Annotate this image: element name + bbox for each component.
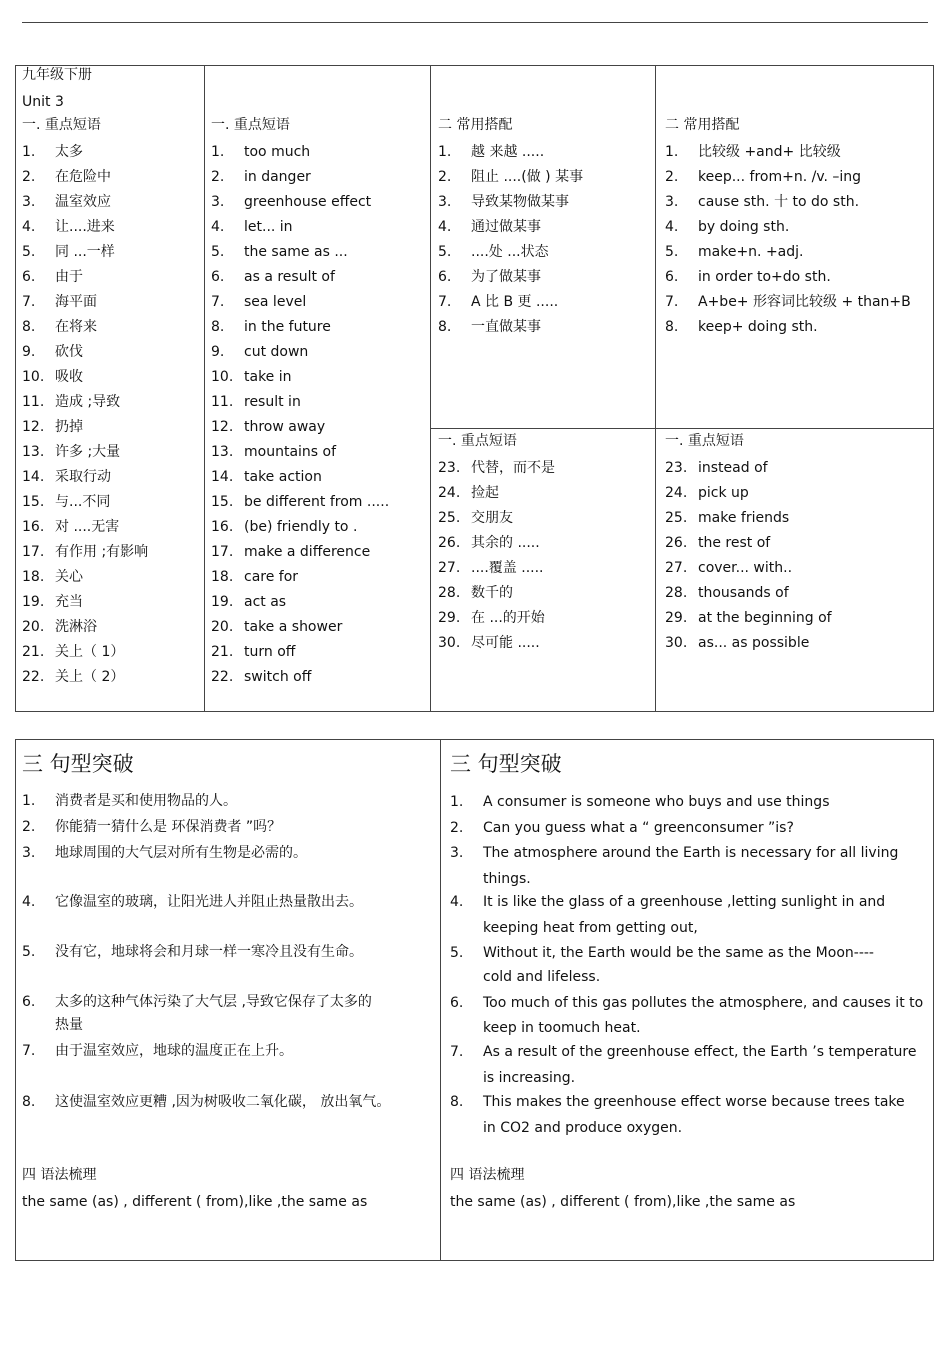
item-text: 在 ...的开始 xyxy=(471,610,545,626)
item-number: 6. xyxy=(211,269,225,285)
item-text: ....覆盖 ..... xyxy=(471,560,544,576)
item-number: 12. xyxy=(211,419,234,435)
item-number: 29. xyxy=(438,610,461,626)
item-text: 扔掉 xyxy=(55,419,83,435)
item-text: 充当 xyxy=(55,594,83,610)
item-text: 在将来 xyxy=(55,319,97,335)
item-text: The atmosphere around the Earth is necessary for all living xyxy=(483,845,899,861)
item-number: 2. xyxy=(450,820,464,836)
item-text: 消费者是买和使用物品的人。 xyxy=(55,793,237,809)
item-number: 4. xyxy=(665,219,679,235)
item-number: 25. xyxy=(438,510,461,526)
item-text: things. xyxy=(483,871,531,887)
item-text: 与...不同 xyxy=(55,494,111,510)
grammar-heading: 四 语法梳理 xyxy=(450,1167,525,1183)
item-number: 6. xyxy=(22,994,36,1010)
item-text: turn off xyxy=(244,644,296,660)
item-number: 19. xyxy=(22,594,45,610)
item-text: 没有它，地球将会和月球一样一寒冷且没有生命。 xyxy=(55,944,363,960)
item-text: switch off xyxy=(244,669,312,685)
item-text: Without it, the Earth would be the same as the Moon---- xyxy=(483,945,874,961)
item-number: 6. xyxy=(450,995,464,1011)
item-text: keeping heat from getting out, xyxy=(483,920,698,936)
item-text: As a result of the greenhouse effect, the Earth ’s temperature xyxy=(483,1044,917,1060)
item-number: 2. xyxy=(22,169,36,185)
item-text: 同 ...一样 xyxy=(55,244,115,260)
item-number: 28. xyxy=(438,585,461,601)
item-number: 5. xyxy=(211,244,225,260)
section-heading: 三 句型突破 xyxy=(22,752,134,776)
unit-title: Unit 3 xyxy=(22,94,64,110)
item-text: 海平面 xyxy=(55,294,97,310)
item-number: 1. xyxy=(450,794,464,810)
item-number: 23. xyxy=(665,460,688,476)
item-text: the same as ... xyxy=(244,244,348,260)
item-text: cause sth. 十 to do sth. xyxy=(698,194,860,210)
item-number: 21. xyxy=(211,644,234,660)
top-rule xyxy=(22,22,928,23)
item-text: 有作用 ;有影响 xyxy=(55,544,149,560)
item-text: is increasing. xyxy=(483,1070,576,1086)
item-text: 阻止 ....(做 ) 某事 xyxy=(471,169,584,185)
item-text: at the beginning of xyxy=(698,610,832,626)
item-number: 2. xyxy=(211,169,225,185)
item-number: 13. xyxy=(22,444,45,460)
table-divider xyxy=(655,65,656,712)
item-number: 28. xyxy=(665,585,688,601)
item-number: 1. xyxy=(211,144,225,160)
item-text: in CO2 and produce oxygen. xyxy=(483,1120,683,1136)
item-text: by doing sth. xyxy=(698,219,790,235)
grammar-text: the same (as) , different ( from),like ,the same as xyxy=(450,1194,796,1210)
item-text: 由于 xyxy=(55,269,83,285)
item-text: make friends xyxy=(698,510,790,526)
item-number: 7. xyxy=(450,1044,464,1060)
item-number: 8. xyxy=(22,1094,36,1110)
item-text: result in xyxy=(244,394,301,410)
item-number: 15. xyxy=(22,494,45,510)
item-number: 24. xyxy=(438,485,461,501)
item-number: 18. xyxy=(22,569,45,585)
item-number: 1. xyxy=(438,144,452,160)
item-text: keep in toomuch heat. xyxy=(483,1020,641,1036)
item-text: 地球周围的大气层对所有生物是必需的。 xyxy=(55,845,307,861)
item-text: 它像温室的玻璃，让阳光进人并阻止热量散出去。 xyxy=(55,894,363,910)
table-divider xyxy=(430,428,934,429)
item-number: 7. xyxy=(211,294,225,310)
section-heading: 一. 重点短语 xyxy=(665,433,744,449)
item-number: 3. xyxy=(450,845,464,861)
item-text: as a result of xyxy=(244,269,335,285)
item-number: 4. xyxy=(22,219,36,235)
item-text: make a difference xyxy=(244,544,371,560)
item-number: 7. xyxy=(22,1043,36,1059)
item-number: 16. xyxy=(22,519,45,535)
section-heading: 三 句型突破 xyxy=(450,752,562,776)
item-number: 6. xyxy=(665,269,679,285)
item-text: 关上（ 2） xyxy=(55,669,125,685)
item-number: 18. xyxy=(211,569,234,585)
section-heading: 一. 重点短语 xyxy=(211,117,290,133)
item-text: cold and lifeless. xyxy=(483,969,601,985)
item-text: greenhouse effect xyxy=(244,194,372,210)
item-text: thousands of xyxy=(698,585,789,601)
item-number: 27. xyxy=(438,560,461,576)
item-text: 由于温室效应，地球的温度正在上升。 xyxy=(55,1043,293,1059)
item-text: care for xyxy=(244,569,299,585)
item-number: 5. xyxy=(450,945,464,961)
item-text: make+n. +adj. xyxy=(698,244,804,260)
item-number: 4. xyxy=(22,894,36,910)
item-number: 3. xyxy=(438,194,452,210)
item-text: 关心 xyxy=(55,569,83,585)
item-number: 3. xyxy=(665,194,679,210)
item-text: act as xyxy=(244,594,287,610)
item-number: 17. xyxy=(211,544,234,560)
item-text: cut down xyxy=(244,344,309,360)
item-text: 数千的 xyxy=(471,585,513,601)
item-text: take a shower xyxy=(244,619,343,635)
item-number: 16. xyxy=(211,519,234,535)
item-text: mountains of xyxy=(244,444,337,460)
item-text: be different from ..... xyxy=(244,494,390,510)
item-text: in order to+do sth. xyxy=(698,269,831,285)
item-number: 9. xyxy=(211,344,225,360)
item-text: 比较级 +and+ 比较级 xyxy=(698,144,841,160)
item-text: 许多 ;大量 xyxy=(55,444,121,460)
item-text: in danger xyxy=(244,169,311,185)
item-text: in the future xyxy=(244,319,331,335)
item-text: instead of xyxy=(698,460,768,476)
item-text: This makes the greenhouse effect worse because trees take xyxy=(483,1094,905,1110)
item-text: keep... from+n. /v. –ing xyxy=(698,169,862,185)
section-heading: 二 常用搭配 xyxy=(665,117,740,133)
item-text: 吸收 xyxy=(55,369,83,385)
item-number: 2. xyxy=(22,819,36,835)
item-number: 5. xyxy=(665,244,679,260)
item-text: ....处 ...状态 xyxy=(471,244,549,260)
item-number: 29. xyxy=(665,610,688,626)
item-text: Too much of this gas pollutes the atmosphere, and causes it to xyxy=(483,995,924,1011)
item-number: 11. xyxy=(211,394,234,410)
item-number: 24. xyxy=(665,485,688,501)
item-text: 关上（ 1） xyxy=(55,644,125,660)
item-text: (be) friendly to . xyxy=(244,519,358,535)
item-number: 21. xyxy=(22,644,45,660)
item-number: 1. xyxy=(22,793,36,809)
table-divider xyxy=(204,65,205,712)
item-text: 捡起 xyxy=(471,485,499,501)
item-text: 越 来越 ..... xyxy=(471,144,545,160)
item-text: 太多的这种气体污染了大气层 ,导致它保存了太多的 xyxy=(55,994,372,1010)
item-number: 2. xyxy=(438,169,452,185)
item-text: 温室效应 xyxy=(55,194,111,210)
table-divider xyxy=(440,739,441,1261)
item-text: Can you guess what a “ greenconsumer ”is? xyxy=(483,820,794,836)
item-number: 12. xyxy=(22,419,45,435)
item-number: 26. xyxy=(438,535,461,551)
item-text: 在危险中 xyxy=(55,169,111,185)
item-number: 19. xyxy=(211,594,234,610)
item-number: 11. xyxy=(22,394,45,410)
item-number: 8. xyxy=(665,319,679,335)
item-number: 1. xyxy=(22,144,36,160)
item-text: take action xyxy=(244,469,322,485)
item-number: 5. xyxy=(438,244,452,260)
item-number: 20. xyxy=(22,619,45,635)
item-number: 15. xyxy=(211,494,234,510)
item-number: 5. xyxy=(22,244,36,260)
item-number: 3. xyxy=(211,194,225,210)
section-heading: 一. 重点短语 xyxy=(22,117,101,133)
item-text: A 比 B 更 ..... xyxy=(471,294,559,310)
item-number: 8. xyxy=(438,319,452,335)
item-number: 23. xyxy=(438,460,461,476)
item-text: 一直做某事 xyxy=(471,319,541,335)
item-number: 14. xyxy=(211,469,234,485)
item-text: 交朋友 xyxy=(471,510,513,526)
section-heading: 二 常用搭配 xyxy=(438,117,513,133)
item-number: 30. xyxy=(665,635,688,651)
item-number: 3. xyxy=(22,194,36,210)
item-number: 26. xyxy=(665,535,688,551)
item-number: 14. xyxy=(22,469,45,485)
item-text: 让....进来 xyxy=(55,219,115,235)
item-text: the rest of xyxy=(698,535,771,551)
item-text: 太多 xyxy=(55,144,83,160)
item-number: 5. xyxy=(22,944,36,960)
item-number: 30. xyxy=(438,635,461,651)
item-number: 4. xyxy=(438,219,452,235)
item-text: 热量 xyxy=(55,1017,83,1033)
item-number: 6. xyxy=(22,269,36,285)
item-text: 代替，而不是 xyxy=(471,460,555,476)
item-number: 20. xyxy=(211,619,234,635)
item-text: take in xyxy=(244,369,292,385)
item-text: 这使温室效应更糟 ,因为树吸收二氧化碳， 放出氧气。 xyxy=(55,1094,391,1110)
table-divider xyxy=(430,65,431,712)
item-number: 3. xyxy=(22,845,36,861)
item-text: 导致某物做某事 xyxy=(471,194,569,210)
item-number: 8. xyxy=(211,319,225,335)
item-number: 1. xyxy=(665,144,679,160)
item-text: 对 ....无害 xyxy=(55,519,120,535)
item-text: A+be+ 形容词比较级 + than+B xyxy=(698,294,911,310)
section-heading: 一. 重点短语 xyxy=(438,433,517,449)
item-number: 27. xyxy=(665,560,688,576)
item-number: 10. xyxy=(22,369,45,385)
item-text: It is like the glass of a greenhouse ,letting sunlight in and xyxy=(483,894,886,910)
item-number: 4. xyxy=(450,894,464,910)
item-number: 22. xyxy=(211,669,234,685)
item-text: cover... with.. xyxy=(698,560,793,576)
item-number: 7. xyxy=(438,294,452,310)
item-number: 17. xyxy=(22,544,45,560)
item-number: 6. xyxy=(438,269,452,285)
item-text: 采取行动 xyxy=(55,469,111,485)
item-text: keep+ doing sth. xyxy=(698,319,818,335)
item-number: 4. xyxy=(211,219,225,235)
item-number: 8. xyxy=(450,1094,464,1110)
item-text: pick up xyxy=(698,485,749,501)
item-number: 7. xyxy=(22,294,36,310)
item-text: A consumer is someone who buys and use things xyxy=(483,794,830,810)
item-text: 通过做某事 xyxy=(471,219,541,235)
item-text: sea level xyxy=(244,294,307,310)
item-text: as... as possible xyxy=(698,635,810,651)
item-text: let... in xyxy=(244,219,293,235)
item-text: 为了做某事 xyxy=(471,269,541,285)
grammar-heading: 四 语法梳理 xyxy=(22,1167,97,1183)
item-text: throw away xyxy=(244,419,326,435)
grade-title: 九年级下册 xyxy=(22,67,92,83)
item-number: 10. xyxy=(211,369,234,385)
item-number: 8. xyxy=(22,319,36,335)
grammar-text: the same (as) , different ( from),like ,the same as xyxy=(22,1194,368,1210)
item-text: 尽可能 ..... xyxy=(471,635,540,651)
item-text: 洗淋浴 xyxy=(55,619,97,635)
item-number: 9. xyxy=(22,344,36,360)
item-number: 7. xyxy=(665,294,679,310)
item-text: 砍伐 xyxy=(55,344,83,360)
item-text: 你能猜一猜什么是 环保消费者 ”吗？ xyxy=(55,819,282,835)
item-text: 其余的 ..... xyxy=(471,535,540,551)
item-number: 25. xyxy=(665,510,688,526)
item-number: 22. xyxy=(22,669,45,685)
item-text: 造成 ;导致 xyxy=(55,394,121,410)
item-text: too much xyxy=(244,144,311,160)
item-number: 2. xyxy=(665,169,679,185)
item-number: 13. xyxy=(211,444,234,460)
